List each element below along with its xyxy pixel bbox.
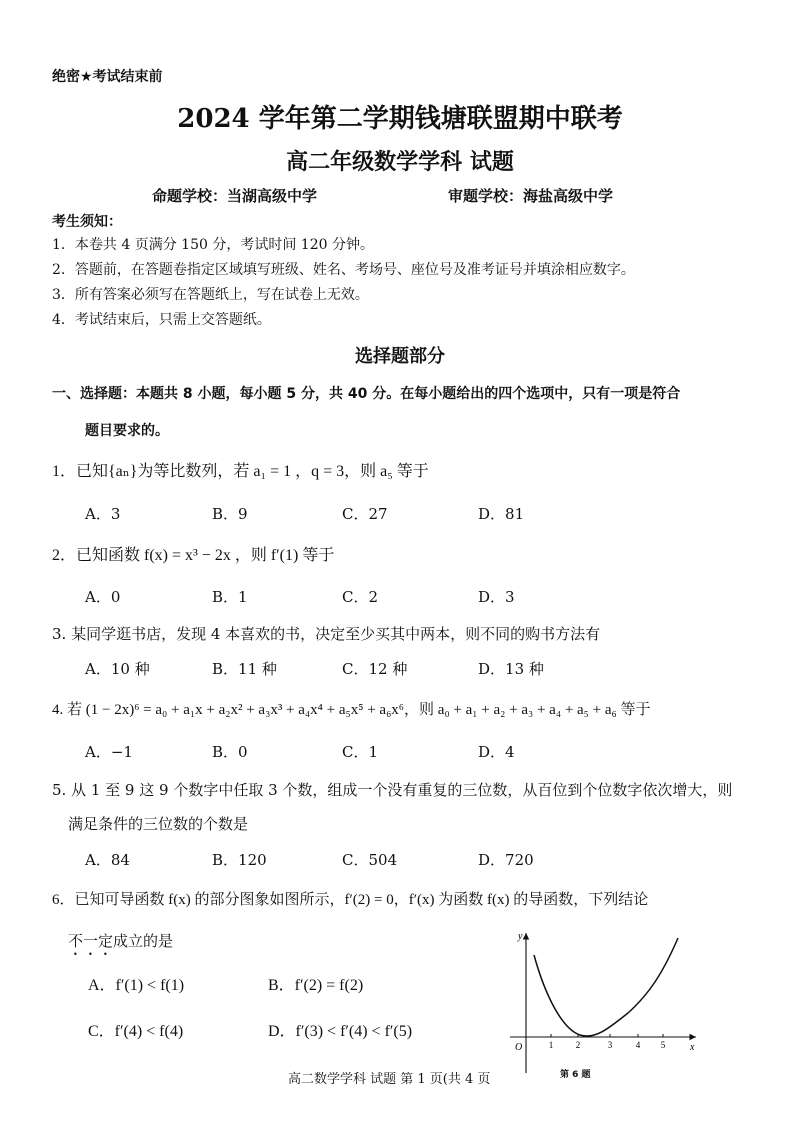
question-3-option-d: D．13 种 (478, 660, 544, 678)
exam-subtitle: 高二年级数学学科 试题 (286, 149, 514, 175)
question-3-option-a: A．10 种 (85, 660, 150, 678)
function-graph-figure (500, 925, 710, 1080)
question-1-option-a: A．3 (85, 505, 121, 523)
notice-heading: 考生须知： (52, 214, 122, 230)
notice-item: 4．考试结束后，只需上交答题纸。 (52, 312, 271, 328)
notice-item: 2．答题前，在答题卷指定区域填写班级、姓名、考场号、座位号及准考证号并填涂相应数字。 (52, 262, 635, 278)
x-axis-label: x (690, 1042, 695, 1053)
question-4-option-a: A．−1 (85, 743, 133, 761)
section-title: 选择题部分 (355, 346, 445, 367)
origin-label: O (515, 1042, 523, 1053)
question-4-option-c: C．1 (342, 743, 379, 761)
secret-label: 绝密★考试结束前 (52, 69, 163, 85)
question-6-option-a: A．f′(1) < f(1) (88, 977, 185, 994)
question-4-option-d: D．4 (478, 743, 515, 761)
question-5-stem-cont: 满足条件的三位数的个数是 (68, 815, 249, 833)
question-6-option-d: D．f′(3) < f′(4) < f′(5) (268, 1023, 413, 1040)
exam-title: 2024 学年第二学期钱塘联盟期中联考 (177, 104, 623, 134)
question-1-stem: 1．已知{aₙ}为等比数列，若 a₁ = 1 ，q = 3，则 a₅ 等于 (52, 463, 429, 480)
setter-school: 命题学校：当湖高级中学 (152, 187, 318, 205)
notice-item: 1．本卷共 4 页满分 150 分，考试时间 120 分钟。 (52, 237, 374, 253)
question-6-option-b: B．f′(2) = f(2) (268, 977, 364, 994)
question-2-option-b: B．1 (212, 588, 248, 606)
question-5-option-a: A．84 (85, 851, 130, 869)
question-4-stem: 4. 若 (1 − 2x)⁶ = a₀ + a₁x + a₂x² + a₃x³ + a₄x⁴ + a₅x⁵ + a₆x⁶，则 a₀ + a₁ + a₂ + a₃ + a₄ + a₅ + a₆ 等于 (52, 702, 651, 718)
emphasis-text: 不一定 (68, 932, 114, 950)
question-5-option-c: C．504 (342, 851, 398, 869)
part-instruction-line2: 题目要求的。 (85, 423, 169, 439)
x-tick-3: 3 (607, 1040, 613, 1050)
question-5-option-b: B．120 (212, 851, 267, 869)
question-2-option-a: A．0 (85, 588, 121, 606)
question-1-option-c: C．27 (342, 505, 388, 523)
question-3-option-c: C．12 种 (342, 660, 408, 678)
question-4-option-b: B．0 (212, 743, 248, 761)
question-2-option-c: C．2 (342, 588, 379, 606)
x-tick-5: 5 (660, 1040, 666, 1050)
function-curve (534, 938, 678, 1036)
question-2-option-d: D．3 (478, 588, 515, 606)
x-tick-4: 4 (635, 1040, 641, 1050)
notice-item: 3．所有答案必须写在答题纸上，写在试卷上无效。 (52, 287, 369, 303)
stem-rest: 成立的是 (113, 932, 174, 950)
question-2-stem: 2．已知函数 f(x) = x³ − 2x ，则 f′(1) 等于 (52, 547, 335, 564)
x-tick-2: 2 (575, 1040, 581, 1050)
question-1-option-d: D．81 (478, 505, 525, 523)
reviewer-school: 审题学校：海盐高级中学 (448, 187, 614, 205)
part-instruction-line1: 一、选择题：本题共 8 小题，每小题 5 分，共 40 分。在每小题给出的四个选项中，只有一项是符合 (52, 386, 681, 402)
question-3-option-b: B．11 种 (212, 660, 277, 678)
question-5-option-d: D．720 (478, 851, 534, 869)
y-axis-label: y (518, 931, 523, 942)
figure-caption: 第 6 题 (560, 1070, 591, 1080)
question-5-stem: 5. 从 1 至 9 这 9 个数字中任取 3 个数，组成一个没有重复的三位数，从百位到个位数字依次增大，则 (52, 781, 733, 799)
question-6-stem: 6．已知可导函数 f(x) 的部分图象如图所示，f′(2) = 0，f′(x) 为函数 f(x) 的导函数，下列结论 (52, 892, 649, 908)
x-tick-1: 1 (548, 1040, 554, 1050)
question-1-option-b: B．9 (212, 505, 248, 523)
question-6-stem-cont (68, 930, 173, 959)
x-tick-labels (549, 1040, 666, 1050)
question-3-stem: 3. 某同学逛书店，发现 4 本喜欢的书，决定至少买其中两本，则不同的购书方法有 (52, 625, 601, 643)
question-6-option-c: C．f′(4) < f(4) (88, 1023, 184, 1040)
page-footer: 高二数学学科 试题 第 1 页(共 4 页 (288, 1072, 491, 1087)
